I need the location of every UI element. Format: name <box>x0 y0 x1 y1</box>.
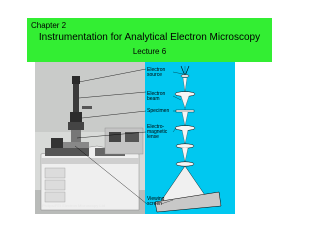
label-specimen: Specimen <box>147 108 170 114</box>
slide-title: Instrumentation for Analytical Electron Microscopy <box>38 32 261 43</box>
photo-credit: Philips/FEI Electron Microscopy Ltd <box>42 203 105 208</box>
chapter-label: Chapter 2 <box>31 21 67 30</box>
label-viewing-screen: Viewing screen <box>147 196 165 207</box>
title-banner <box>27 18 272 62</box>
label-electron-source: Electron source <box>147 67 166 78</box>
microscope-figure <box>35 62 235 214</box>
microscope-illustration <box>35 62 235 214</box>
label-electron-beam: Electron beam <box>147 91 166 102</box>
lecture-label: Lecture 6 <box>132 47 167 56</box>
label-electromagnetic-lense: Electro- magnetic lense <box>147 124 168 140</box>
